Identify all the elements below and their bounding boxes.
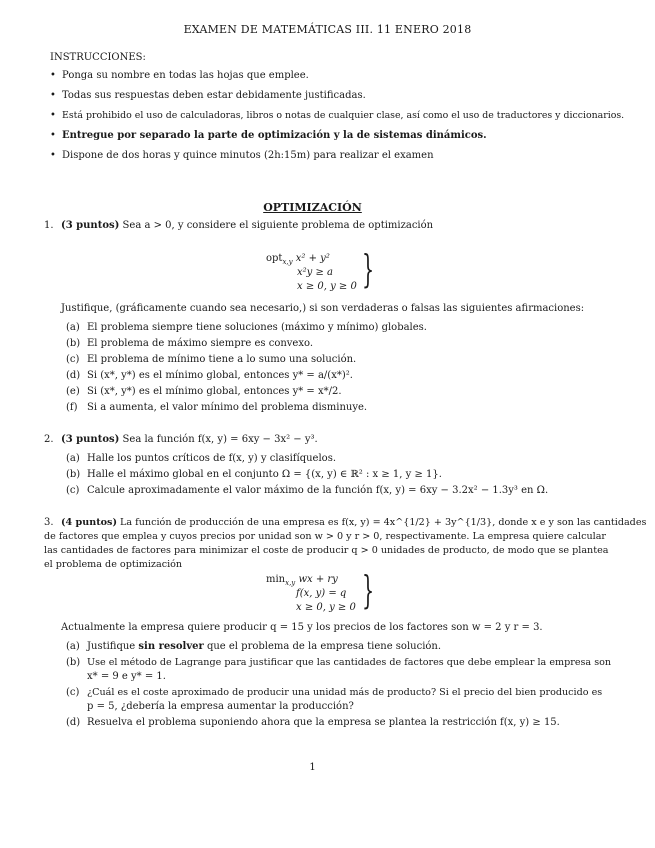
question-1-justify: Justifique, (gráficamente cuando sea necesario,) si son verdaderas o falsas las siguientes afirmaciones:	[61, 303, 585, 314]
question-1-points: (3 puntos)	[61, 220, 120, 231]
question-2-number: 2.	[44, 434, 54, 445]
exam-title: EXAMEN DE MATEMÁTICAS III. 11 ENERO 2018	[183, 23, 472, 36]
objective: wx + ry	[298, 574, 338, 585]
constraint: f(x, y) = q	[296, 588, 347, 599]
list-item	[50, 110, 630, 130]
constraint: x ≥ 0, y ≥ 0	[297, 281, 357, 292]
min-operator: min	[266, 574, 286, 585]
min-subscript: x,y	[285, 579, 296, 587]
question-2-points: (3 puntos)	[61, 434, 120, 445]
list-item	[50, 70, 630, 90]
question-1-intro: Sea a > 0, y considere el siguiente problema de optimización	[122, 220, 434, 231]
bullet-icon: •	[50, 70, 56, 81]
constraint: x²y ≥ a	[297, 267, 333, 278]
instructions-list	[50, 70, 630, 170]
constraint: x ≥ 0, y ≥ 0	[296, 602, 356, 613]
list-item	[50, 90, 630, 110]
question-3-current: Actualmente la empresa quiere producir q = 15 y los precios de los factores son w = 2 y r = 3.	[61, 622, 543, 633]
question-3-intro-line: (4 puntos) La función de producción de una empresa es f(x, y) = 4x^{1/2} + 3y^{1/3}, donde x e y son las cantidades	[61, 517, 647, 528]
bullet-icon: •	[50, 150, 56, 161]
right-brace-icon: }	[362, 247, 375, 291]
right-brace-icon: }	[362, 568, 375, 612]
question-3-intro-line: las cantidades de factores para minimizar el coste de producir q > 0 unidades de producto, de modo que se plantea	[44, 545, 609, 556]
objective: x² + y²	[295, 253, 330, 264]
bullet-icon: •	[50, 130, 56, 141]
question-3-intro-line: el problema de optimización	[44, 559, 183, 570]
instructions-heading: INSTRUCCIONES:	[50, 52, 146, 63]
instruction-text: Todas sus respuestas deben estar debidamente justificadas.	[62, 90, 366, 101]
question-3-number: 3.	[44, 517, 54, 528]
question-2-intro: Sea la función f(x, y) = 6xy − 3x² − y³.	[122, 434, 318, 445]
instruction-text: Dispone de dos horas y quince minutos (2h:15m) para realizar el examen	[62, 150, 434, 161]
opt-subscript: x,y	[282, 258, 293, 266]
opt-operator: opt	[266, 253, 283, 264]
instruction-text: Ponga su nombre en todas las hojas que emplee.	[62, 70, 309, 81]
page-number: 1	[309, 762, 316, 773]
emphasis: sin resolver	[138, 641, 204, 652]
list-item	[50, 150, 630, 170]
bullet-icon: •	[50, 90, 56, 101]
bullet-icon: •	[50, 110, 56, 121]
section-title: OPTIMIZACIÓN	[263, 201, 362, 214]
question-3-points: (4 puntos)	[61, 517, 117, 528]
question-1-number: 1.	[44, 220, 54, 231]
question-3-intro-line: de factores que emplea y cuyos precios por unidad son w > 0 y r > 0, respectivamente. La empresa quiere calcular	[44, 531, 607, 542]
question-1-header	[61, 220, 433, 232]
instruction-text: Está prohibido el uso de calculadoras, libros o notas de cualquier clase, así como el uso de traductores y diccionarios.	[62, 110, 625, 121]
list-item	[50, 130, 630, 150]
question-2-header	[61, 434, 318, 446]
instruction-text: Entregue por separado la parte de optimización y la de sistemas dinámicos.	[62, 130, 487, 141]
